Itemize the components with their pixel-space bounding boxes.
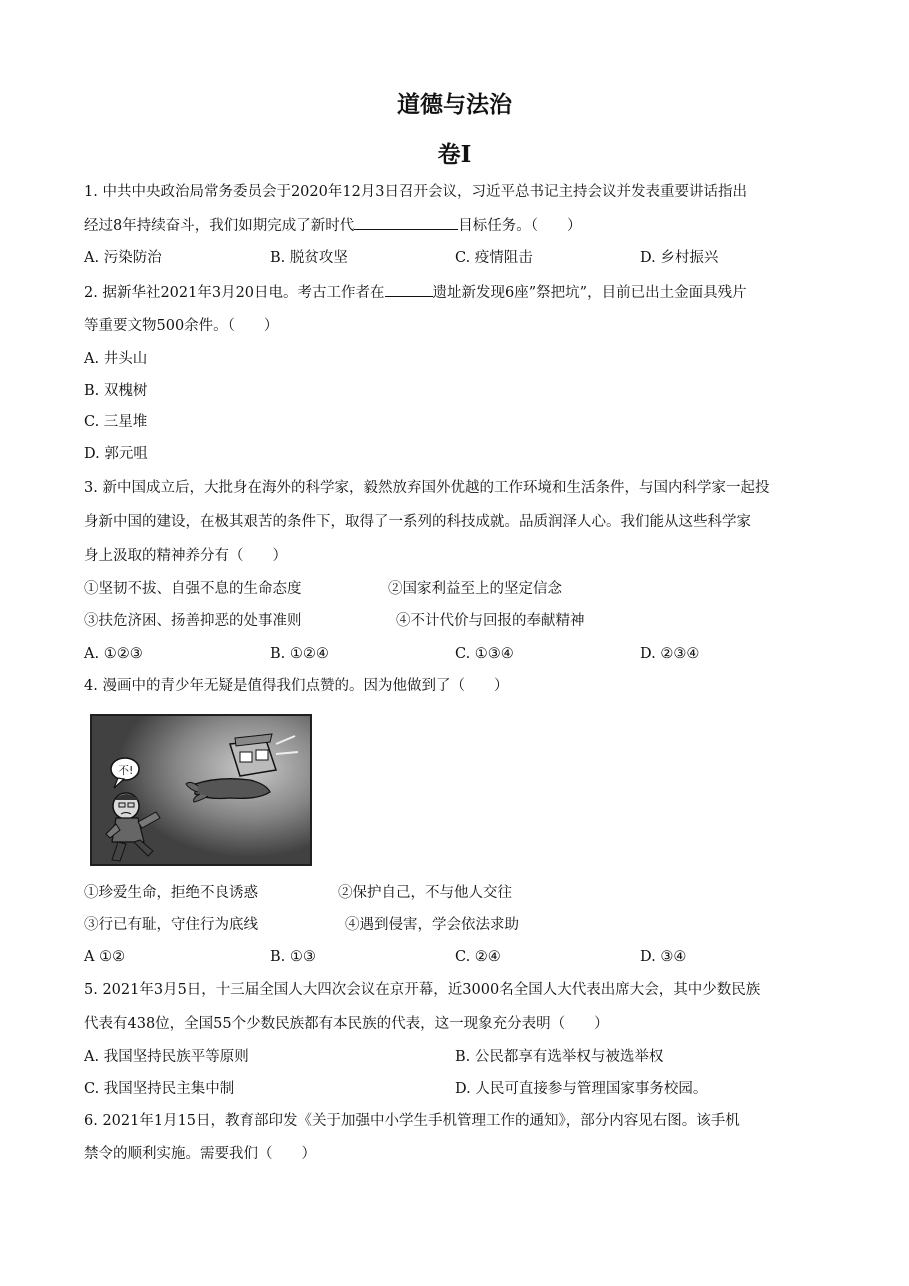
q3-option-c: C. ①③④ (455, 646, 514, 662)
q4-option-d: D. ③④ (640, 949, 687, 965)
q4-item-2: ②保护自己，不与他人交往 (338, 885, 512, 901)
q5-option-b: B. 公民都享有选举权与被选举权 (455, 1049, 664, 1065)
q1-option-d: D. 乡村振兴 (640, 250, 719, 266)
q3-item-4: ④不计代价与回报的奉献精神 (396, 613, 585, 629)
q1-option-b: B. 脱贫攻坚 (270, 250, 348, 266)
q4-stem-line1: 4. 漫画中的青少年无疑是值得我们点赞的。因为他做到了（ ） (84, 678, 509, 694)
cartoon-image (90, 714, 312, 866)
q2-blank (385, 282, 433, 297)
q4-option-b: B. ①③ (270, 949, 316, 965)
q6-stem-line1: 6. 2021年1月15日，教育部印发《关于加强中小学生手机管理工作的通知》，部分内容见右图。该手机 (84, 1113, 740, 1129)
q2-stem-part-a: 2. 据新华社2021年3月20日电。考古工作者在 (84, 285, 385, 301)
q1-option-a: A. 污染防治 (84, 250, 162, 266)
q3-option-b: B. ①②④ (270, 646, 329, 662)
q3-option-d: D. ②③④ (640, 646, 700, 662)
q4-option-c: C. ②④ (455, 949, 501, 965)
q4-item-1: ①珍爱生命，拒绝不良诱惑 (84, 885, 258, 901)
q3-stem-line2: 身新中国的建设，在极其艰苦的条件下，取得了一系列的科技成就。品质润泽人心。我们能从这些科学家 (84, 514, 751, 530)
q3-stem-line1: 3. 新中国成立后，大批身在海外的科学家，毅然放弃国外优越的工作环境和生活条件，与国内科学家一起投 (84, 480, 770, 496)
q1-stem-part-b: 目标任务。（ ） (458, 218, 582, 234)
q3-item-3: ③扶危济困、扬善抑恶的处事准则 (84, 613, 302, 629)
q2-option-d: D. 郭元咀 (84, 446, 148, 462)
q1-blank (354, 215, 458, 230)
q5-stem-line1: 5. 2021年3月5日，十三届全国人大四次会议在京开幕，近3000名全国人大代表出席大会，其中少数民族 (84, 982, 761, 998)
q4-item-4: ④遇到侵害，学会依法求助 (345, 917, 519, 933)
q2-stem-line2: 等重要文物500余件。（ ） (84, 318, 279, 334)
q6-stem-line2: 禁令的顺利实施。需要我们（ ） (84, 1146, 316, 1162)
q2-option-c: C. 三星堆 (84, 414, 148, 430)
q1-stem-line2 (84, 215, 581, 236)
q1-stem-part-a: 经过8年持续奋斗，我们如期完成了新时代 (84, 218, 355, 234)
q2-option-a: A. 井头山 (84, 351, 148, 367)
q4-option-a: A ①② (84, 949, 126, 965)
q2-option-b: B. 双槐树 (84, 383, 148, 399)
q1-option-c: C. 疫情阻击 (455, 250, 533, 266)
q4-item-3: ③行已有耻，守住行为底线 (84, 917, 258, 933)
q2-stem-line1 (84, 282, 747, 303)
q3-item-1: ①坚韧不拔、自强不息的生命态度 (84, 581, 302, 597)
q1-stem-line1: 1. 中共中央政治局常务委员会于2020年12月3日召开会议，习近平总书记主持会议并发表重要讲话指出 (84, 184, 748, 200)
q3-option-a: A. ①②③ (84, 646, 143, 662)
speech-bubble-text: 不! (118, 764, 134, 777)
q5-option-c: C. 我国坚持民主集中制 (84, 1081, 235, 1097)
q3-stem-line3: 身上汲取的精神养分有（ ） (84, 548, 287, 564)
section-title: 卷I (437, 141, 472, 168)
q5-stem-line2: 代表有438位，全国55个少数民族都有本民族的代表，这一现象充分表明（ ） (84, 1016, 609, 1032)
q3-item-2: ②国家利益至上的坚定信念 (388, 581, 562, 597)
q2-stem-part-b: 遗址新发现6座”祭把坑”，目前已出土金面具残片 (432, 285, 747, 301)
q5-option-a: A. 我国坚持民族平等原则 (84, 1049, 249, 1065)
q5-option-d: D. 人民可直接参与管理国家事务校园。 (455, 1081, 708, 1097)
page-title: 道德与法治 (397, 91, 512, 118)
